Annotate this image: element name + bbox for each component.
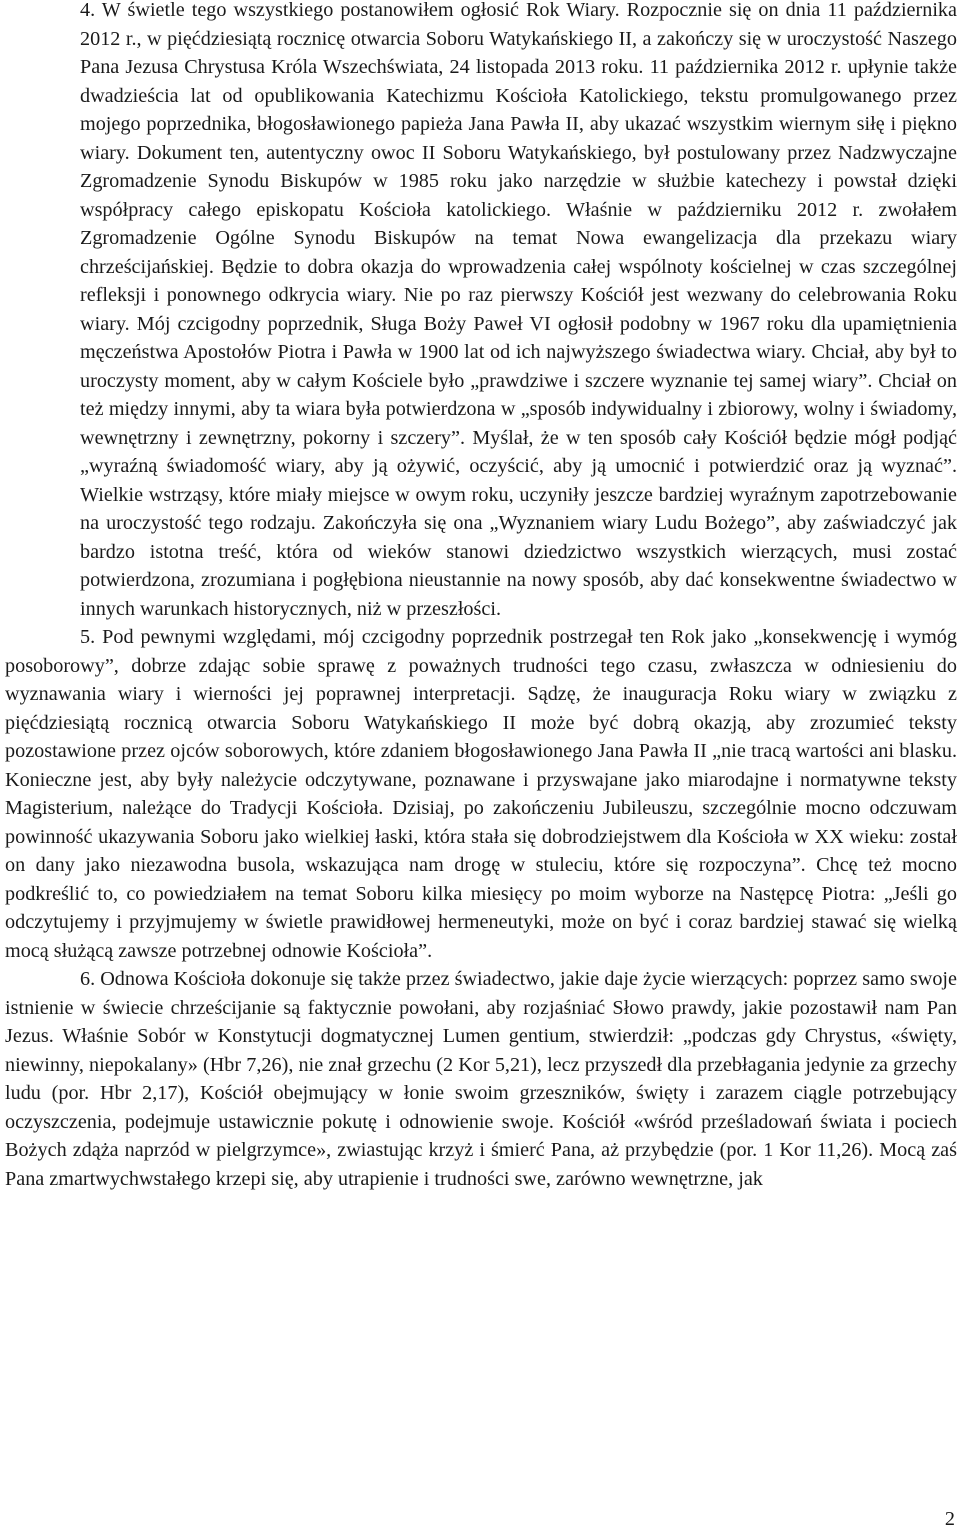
page-number: 2: [944, 1508, 955, 1530]
paragraph-6: 6. Odnowa Kościoła dokonuje się także przez świadectwo, jakie daje życie wierzących: poprzez samo swoje istnienie w świecie chrześcijanie są faktycznie powołani, aby rozjaśniać Słowo prawdy, jakie pozostawił nam Pan Jezus. Właśnie Sobór w Konstytucji dogmatycznej Lumen gentium, stwierdził: „podczas gdy Chrystus, «święty, niewinny, niepokalany» (Hbr 7,26), nie znał grzechu (2 Kor 5,21), lecz przyszedł dla przebłagania jedynie za grzechy ludu (por. Hbr 2,17), Kościół obejmujący w łonie swoim grzeszników, święty i zarazem ciągle potrzebujący oczyszczenia, podejmuje ustawicznie pokutę i odnowienie swoje. Kościół «wśród prześladowań świata i pociech Bożych zdąża naprzód w pielgrzymce», zwiastując krzyż i śmierć Pana, aż przybędzie (por. 1 Kor 11,26). Mocą zaś Pana zmartwychwstałego krzepi się, aby utrapienie i trudności swe, zarówno wewnętrzne, jak: [5, 968, 957, 1190]
document-body: [5, 0, 957, 1193]
paragraph-4: 4. W świetle tego wszystkiego postanowiłem ogłosić Rok Wiary. Rozpocznie się on dnia 11 października 2012 r., w pięćdziesiątą rocznicę otwarcia Soboru Watykańskiego II, a zakończy się w uroczystość Naszego Pana Jezusa Chrystusa Króla Wszechświata, 24 listopada 2013 roku. 11 października 2012 r. upłynie także dwadzieścia lat od opublikowania Katechizmu Kościoła Katolickiego, tekstu promulgowanego przez mojego poprzednika, błogosławionego papieża Jana Pawła II, aby ukazać wszystkim wiernym siłę i piękno wiary. Dokument ten, autentyczny owoc II Soboru Watykańskiego, był postulowany przez Nadzwyczajne Zgromadzenie Synodu Biskupów w 1985 roku jako narzędzie w służbie katechezy i powstał dzięki współpracy całego episkopatu Kościoła katolickiego. Właśnie w październiku 2012 r. zwołałem Zgromadzenie Ogólne Synodu Biskupów na temat Nowa ewangelizacja dla przekazu wiary chrześcijańskiej. Będzie to dobra okazja do wprowadzenia całej wspólnoty kościelnej w czas szczególnej refleksji i ponownego odkrycia wiary. Nie po raz pierwszy Kościół jest wezwany do celebrowania Roku wiary. Mój czcigodny poprzednik, Sługa Boży Paweł VI ogłosił podobny w 1967 roku dla upamiętnienia męczeństwa Apostołów Piotra i Pawła w 1900 lat od ich najwyższego świadectwa wiary. Chciał, aby był to uroczysty moment, aby w całym Kościele było „prawdziwe i szczere wyznanie tej samej wiary”. Chciał on też między innymi, aby ta wiara była potwierdzona w „sposób indywidualny i zbiorowy, wolny i świadomy, wewnętrzny i zewnętrzny, pokorny i szczery”. Myślał, że w ten sposób cały Kościół będzie mógł podjąć „wyraźną świadomość wiary, aby ją ożywić, oczyścić, aby ją umocnić i potwierdzić oraz ją wyznać”. Wielkie wstrząsy, które miały miejsce w owym roku, uczyniły jeszcze bardziej wyraźnym zapotrzebowanie na uroczystość tego rodzaju. Zakończyła się ona „Wyznaniem wiary Ludu Bożego”, aby zaświadczyć jak bardzo istotna treść, która od wieków stanowi dziedzictwo wszystkich wierzących, musi zostać potwierdzona, zrozumiana i pogłębiona nieustannie na nowy sposób, aby dać konsekwentne świadectwo w innych warunkach historycznych, niż w przeszłości.: [80, 0, 957, 620]
paragraph-5: 5. Pod pewnymi względami, mój czcigodny poprzednik postrzegał ten Rok jako „konsekwencję i wymóg posoborowy”, dobrze zdając sobie sprawę z poważnych trudności tego czasu, zwłaszcza w odniesieniu do wyznawania wiary i wierności jej poprawnej interpretacji. Sądzę, że inauguracja Roku wiary w związku z pięćdziesiątą rocznicą otwarcia Soboru Watykańskiego II może być dobrą okazją, aby zrozumieć teksty pozostawione przez ojców soborowych, które zdaniem błogosławionego Jana Pawła II „nie tracą wartości ani blasku. Konieczne jest, aby były należycie odczytywane, poznawane i przyswajane jako miarodajne i normatywne teksty Magisterium, należące do Tradycji Kościoła. Dzisiaj, po zakończeniu Jubileuszu, szczególnie mocno odczuwam powinność ukazywania Soboru jako wielkiej łaski, która stała się dobrodziejstwem dla Kościoła w XX wieku: został on dany jako niezawodna busola, wskazująca nam drogę w stuleciu, które się rozpoczyna”. Chcę też mocno podkreślić to, co powiedziałem na temat Soboru kilka miesięcy po moim wyborze na Następcę Piotra: „Jeśli go odczytujemy i przyjmujemy w świetle prawidłowej hermeneutyki, może on być i coraz bardziej stawać się wielką mocą służącą zawsze potrzebnej odnowie Kościoła”.: [5, 626, 957, 962]
